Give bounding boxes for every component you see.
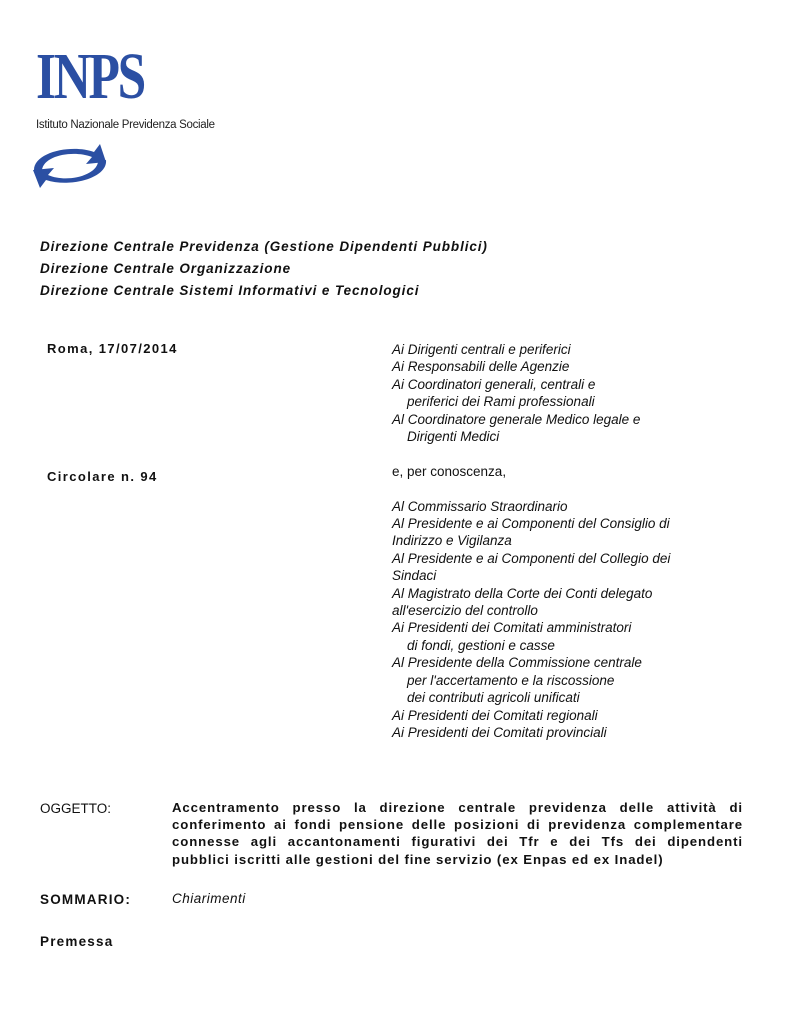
cc-label: e, per conoscenza, [392, 463, 507, 479]
recipient-line: Sindaci [392, 568, 437, 584]
recipient-line: Al Commissario Straordinario [392, 498, 568, 514]
recipient-line: Al Presidente e ai Componenti del Consiglio di [392, 516, 670, 532]
recipient-line: dei contributi agricoli unificati [407, 690, 580, 706]
recipient-line: Ai Dirigenti centrali e periferici [392, 342, 571, 357]
summary-text: Chiarimenti [172, 891, 246, 906]
recipient-line: Al Coordinatore generale Medico legale e [392, 411, 641, 427]
department-line: Direzione Centrale Previdenza (Gestione Dipendenti Pubblici) [40, 239, 488, 254]
circular-number: Circolare n. 94 [47, 469, 158, 484]
summary-label: SOMMARIO: [40, 892, 132, 907]
logo-subtitle: Istituto Nazionale Previdenza Sociale [36, 119, 215, 131]
recipient-line: Al Presidente della Commissione centrale [392, 655, 642, 671]
subject-text: Accentramento presso la direzione centrale previdenza delle attività di conferimento ai fondi pensione delle posizioni di previdenza complementare connesse agli accantonamenti figurativi dei Tfr e dei Tfs dei dipendenti pubblici iscritti alle gestioni del fine servizio (ex Enpas ed ex Inadel) [172, 800, 743, 867]
recipient-line: Dirigenti Medici [407, 429, 500, 445]
recipient-line: Ai Presidenti dei Comitati regionali [392, 707, 598, 723]
recipient-line: Ai Responsabili delle Agenzie [392, 359, 570, 375]
recipient-line: Al Presidente e ai Componenti del Collegio dei [392, 550, 671, 566]
recipient-line: Indirizzo e Vigilanza [392, 533, 512, 549]
subject-label: OGGETTO: [40, 801, 112, 816]
recipients-list [392, 341, 772, 741]
recipient-line: per l'accertamento e la riscossione [407, 672, 615, 688]
recipient-line: Ai Coordinatori generali, centrali e [392, 376, 596, 392]
section-heading-premessa: Premessa [40, 934, 114, 949]
recipient-line: di fondi, gestioni e casse [407, 637, 555, 653]
recipient-line: Ai Presidenti dei Comitati provinciali [392, 724, 607, 740]
inps-swirl-icon [28, 140, 112, 190]
recipient-line: Ai Presidenti dei Comitati amministratori [392, 620, 632, 636]
recipient-line: Al Magistrato della Corte dei Conti delegato [392, 585, 653, 601]
department-line: Direzione Centrale Sistemi Informativi e Tecnologici [40, 283, 420, 298]
recipient-line: periferici dei Rami professionali [407, 394, 595, 410]
place-date: Roma, 17/07/2014 [47, 341, 178, 356]
department-line: Direzione Centrale Organizzazione [40, 261, 291, 276]
inps-logo-wordmark: INPS [36, 40, 144, 113]
recipient-line: all'esercizio del controllo [392, 603, 538, 619]
